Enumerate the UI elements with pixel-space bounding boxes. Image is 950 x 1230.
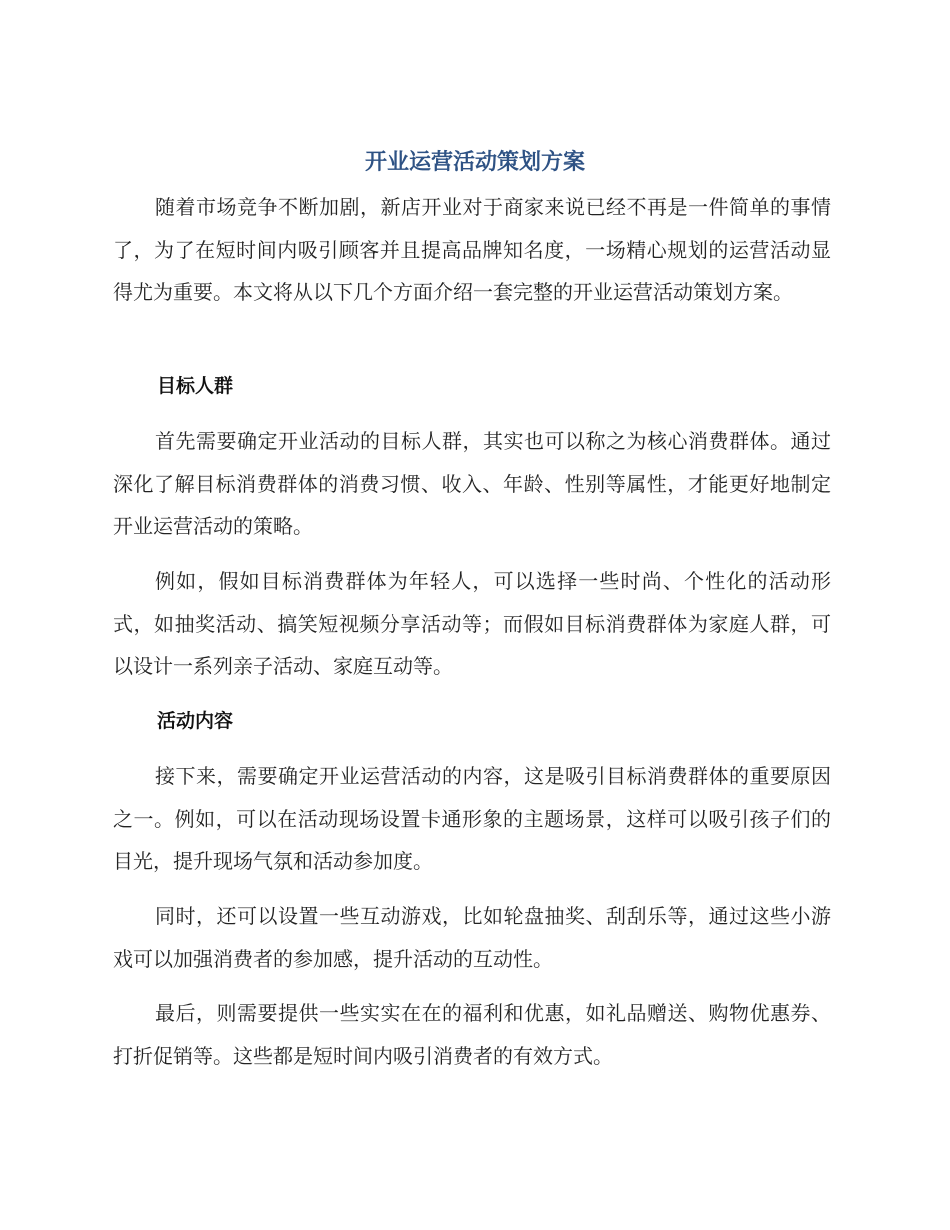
body-paragraph: 最后，则需要提供一些实实在在的福利和优惠，如礼品赠送、购物优惠券、打折促销等。这些都是短时间内吸引消费者的有效方式。 xyxy=(113,1001,831,1068)
intro-paragraph: 随着市场竞争不断加剧，新店开业对于商家来说已经不再是一件简单的事情了，为了在短时间内吸引顾客并且提高品牌知名度，一场精心规划的运营活动显得尤为重要。本文将从以下几个方面介绍一套完整的开业运营活动策划方案。 xyxy=(113,195,831,304)
section-heading-target-audience: 目标人群 xyxy=(157,375,234,397)
body-paragraph: 首先需要确定开业活动的目标人群，其实也可以称之为核心消费群体。通过深化了解目标消费群体的消费习惯、收入、年龄、性别等属性，才能更好地制定开业运营活动的策略。 xyxy=(113,429,831,538)
document-title: 开业运营活动策划方案 xyxy=(364,150,585,175)
body-paragraph: 接下来，需要确定开业运营活动的内容，这是吸引目标消费群体的重要原因之一。例如，可以在活动现场设置卡通形象的主题场景，这样可以吸引孩子们的目光，提升现场气氛和活动参加度。 xyxy=(113,764,831,873)
section-heading-activity-content: 活动内容 xyxy=(157,710,234,732)
body-paragraph: 同时，还可以设置一些互动游戏，比如轮盘抽奖、刮刮乐等，通过这些小游戏可以加强消费者的参加感，提升活动的互动性。 xyxy=(113,904,831,971)
body-paragraph: 例如，假如目标消费群体为年轻人，可以选择一些时尚、个性化的活动形式，如抽奖活动、搞笑短视频分享活动等；而假如目标消费群体为家庭人群，可以设计一系列亲子活动、家庭互动等。 xyxy=(113,569,831,678)
